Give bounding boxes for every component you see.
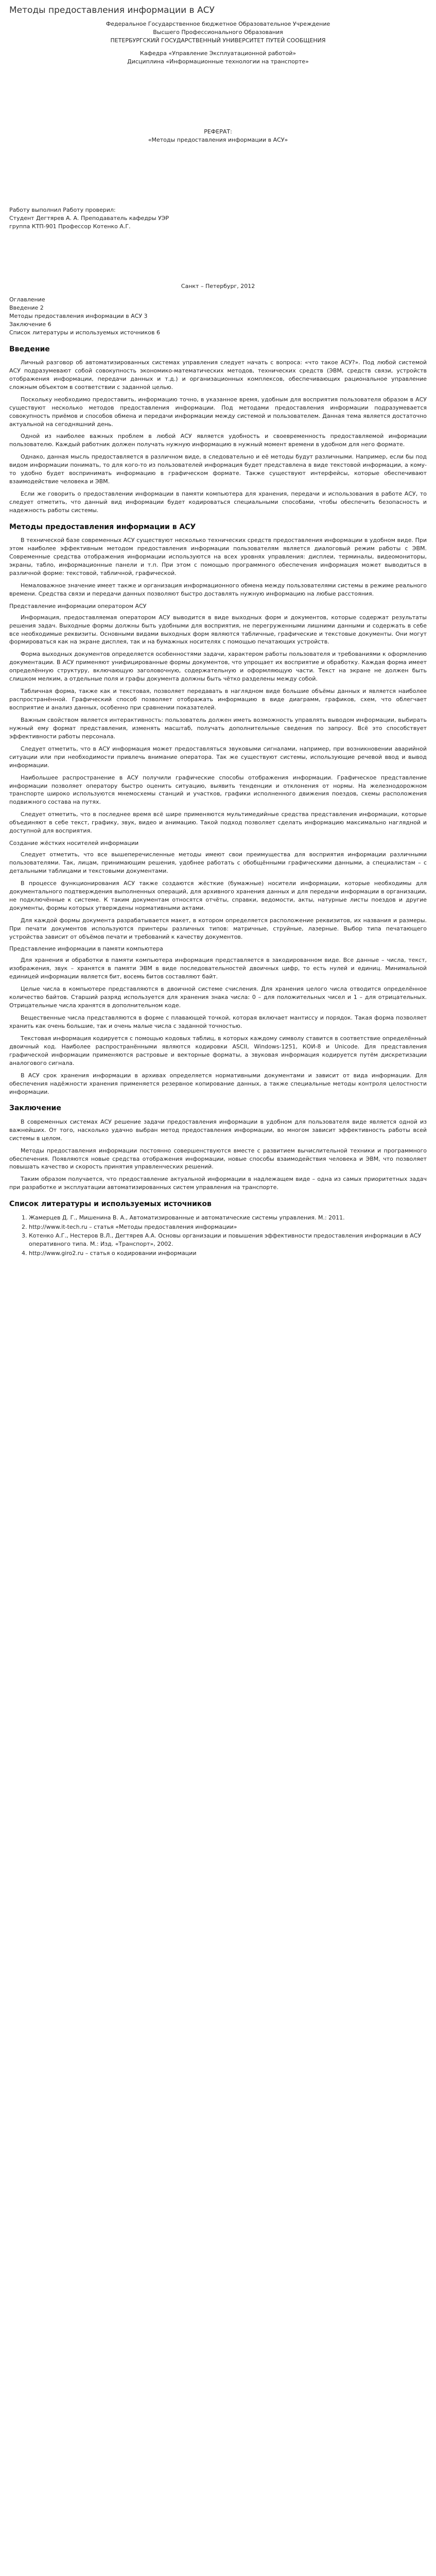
main-paragraph: В технической базе современных АСУ существуют несколько технических средств предоставления информации в удобном виде. При этом наиболее эффективным методом предоставления информации пользователям является диалоговый режим работы с ЭВМ. Современные средства отображения информации используются на всех уровнях управления: дисплеи, терминалы, видеомониторы, экраны, табло, информационные панели и т.п. При этом с помощью программного обеспечения информация может выводиться в различной форме: текстовой, табличной, графической. [9,537,427,577]
main-paragraph: Табличная форма, также как и текстовая, позволяет передавать в наглядном виде большие объёмы данных и является наиболее распространённой. Графический способ позволяет отображать информацию в виде диаграмм, графиков, схем, что облегчает восприятие и анализ данных, особенно при сравнении показателей. [9,688,427,711]
main-paragraph: Важным свойством является интерактивность: пользователь должен иметь возможность управлять выводом информации, выбирать нужный ему формат представления, изменять масштаб, получать дополнительные сведения по запросу. Всё это способствует эффективности работы персонала. [9,716,427,740]
intro-paragraph: Личный разговор об автоматизированных системах управления следует начать с вопроса: «что такое АСУ?». Под любой системой АСУ подразумевают собой совокупность экономико-математических методов, технических средств (ЭВМ, средств связи, устройств отображения информации, передачи данных и т.д.) и организационных комплексов, обеспечивающих рациональное управление сложным объектом в соответствии с заданной целью. [9,359,427,391]
main-paragraph: Вещественные числа представляются в форме с плавающей точкой, которая включает мантиссу и порядок. Такая форма позволяет хранить как очень большие, так и очень малые числа с заданной точностью. [9,1014,427,1029]
intro-paragraph: Если же говорить о предоставлении информации в памяти компьютера для хранения, передачи и использования в работе АСУ, то следует отметить, что данный вид информации будет кодироваться специальными способами, чтобы обеспечить безопасность и надежность работы системы. [9,490,427,514]
org-line: Кафедра «Управление Эксплуатационной работой» [139,50,297,57]
reference-item: 1. Жамерцев Д. Г., Мишенина В. А., Автоматизированные и автоматические системы управления. М.: 2011. [29,1214,427,1222]
main-paragraph: Немаловажное значение имеет также и организация информационного обмена между пользователями системы в режиме реального времени. Средства связи и передачи данных позволяют быстро доставлять нужную информацию на любые расстояния. [9,582,427,597]
toc-item[interactable]: Список литературы и используемых источников 6 [9,329,161,336]
subsection-title: Представление информации оператором АСУ [9,602,147,609]
intro-paragraph: Однако, данная мысль предоставляется в различном виде, в следовательно и её методы будут различными. Например, если бы под видом информации понимать, то для кого-то из пользователей информация будет представлена в виде текстовой информации, а кому-то удобно будет воспринимать информацию в графическом формате. Также существуют интерфейсы, которые обеспечивают взаимодействие человека и ЭВМ. [9,453,427,485]
intro-section [9,359,427,515]
main-heading: Методы предоставления информации в АСУ [9,522,196,531]
references-heading: Список литературы и используемых источников [9,1200,212,1209]
main-paragraph: Следует отметить, что в АСУ информация может предоставляться звуковыми сигналами, например, при возникновении аварийной ситуации или при необходимости привлечь внимание оператора. Так же существуют системы, использующие речевой ввод и вывод информации. [9,745,427,769]
toc-item[interactable]: Методы предоставления информации в АСУ 3 [9,312,148,319]
title-page [9,20,427,66]
org-line: Высшего Профессионального Образования [153,28,283,36]
conclusion-section [9,1118,427,1192]
doc-type: РЕФЕРАТ: [204,128,232,135]
org-line: ПЕТЕРБУРГСКИЙ ГОСУДАРСТВЕННЫЙ УНИВЕРСИТЕТ ПУТЕЙ СООБЩЕНИЯ [110,37,326,44]
subsection-title: Представление информации в памяти компьютера [9,945,163,953]
signature-line: группа КТП-901 Профессор Котенко А.Г. [9,223,131,230]
reference-item: 3. Котенко А.Г., Нестеров В.Л., Дегтярев А.А. Основы организации и повышения эффективности предоставления информации в АСУ оперативного типа. М.: Изд. «Транспорт», 2002. [29,1232,427,1248]
title-block [9,128,427,144]
main-paragraph: Текстовая информация кодируется с помощью кодовых таблиц, в которых каждому символу ставится в соответствие определённый двоичный код. Наиболее распространёнными являются кодировки ASCII, Windows-1251, КОИ-8 и Unicode. Для представления графической информации применяются растровые и векторные форматы, а звуковая информация кодируется путём дискретизации аналогового сигнала. [9,1035,427,1066]
main-paragraph: Форма выходных документов определяется особенностями задачи, характером работы пользователя и требованиями к оформлению документации. В АСУ применяют унифицированные формы документов, что упрощает их восприятие и обработку. Каждая форма имеет определённую структуру, включающую заголовочную, содержательную и оформляющую части. Текст на экране не должен быть слишком мелким, а отдельные поля и графы документа должны быть чётко разделены между собой. [9,651,427,683]
document-page [0,0,436,1258]
signature-block [9,206,427,231]
conclusion-paragraph: Таким образом получается, что предоставление актуальной информации в надлежащем виде – одна из самых приоритетных задач при разработке и эксплуатации автоматизированных систем управления на транспорте. [9,1176,427,1191]
org-line [9,44,427,49]
subsection-title: Создание жёстких носителей информации [9,840,139,847]
signature-line: Студент Дегтярев А. А. Преподаватель кафедры УЭР [9,215,169,222]
toc-item[interactable]: Заключение 6 [9,320,51,328]
org-line: Федеральное Государственное бюджетное Образовательное Учреждение [106,20,330,27]
signature-line: Работу выполнил Работу проверил: [9,207,116,214]
table-of-contents [9,296,427,337]
references-list [29,1214,427,1258]
toc-heading: Оглавление [9,296,45,303]
city-year: Санкт – Петербург, 2012 [181,283,255,290]
conclusion-paragraph: Методы предоставления информации постоянно совершенствуются вместе с развитием вычислительной техники и программного обеспечения. Появляются новые средства отображения информации, новые способы взаимодействия человека и ЭВМ, что позволяет повышать качество и скорость принятия управленческих решений. [9,1147,427,1171]
main-paragraph: Целые числа в компьютере представляются в двоичной системе счисления. Для хранения целого числа отводится определённое количество байтов. Старший разряд используется для хранения знака числа: 0 – для положительных чисел и 1 – для отрицательных. Отрицательные числа хранятся в дополнительном коде. [9,986,427,1009]
intro-paragraph: Поскольку необходимо предоставить, информацию точно, в указанное время, удобным для восприятия пользователя образом в АСУ существуют несколько методов предоставления информации. Под методами предоставления информации подразумевается совокупность приёмов и способов обмена и передачи информации между системой и пользователем. Данная тема является достаточно актуальной на сегодняшний день. [9,396,427,428]
doc-title: «Методы предоставления информации в АСУ» [148,137,288,144]
main-paragraph: Наибольшее распространение в АСУ получили графические способы отображения информации. Графическое представление информации позволяет оператору быстро оценить ситуацию, выявить тенденции и отклонения от нормы. На железнодорожном транспорте широко используются мнемосхемы станций и участков, графики исполненного движения поездов, схемы расположения подвижного состава на путях. [9,774,427,806]
page-title: Методы предоставления информации в АСУ [9,5,215,15]
toc-item[interactable]: Введение 2 [9,304,44,311]
main-section [9,536,427,1096]
main-paragraph: В процессе функционирования АСУ также создаются жёсткие (бумажные) носители информации, которые необходимы для документального подтверждения выполненных операций, для архивного хранения данных и для передачи информации в организации, не подключённые к системе. К таким документам относятся отчёты, справки, ведомости, акты, натурные листы поездов и другие документы, формы которых утверждены нормативными актами. [9,879,427,911]
reference-item[interactable]: 4. http://www.giro2.ru – статья о кодировании информации [29,1249,427,1258]
main-paragraph: Следует отметить, что все вышеперечисленные методы имеют свои преимущества для восприятия информации различными пользователями. Так, лицам, принимающим решения, удобнее работать с обобщёнными графическими данными, а специалистам – с детальными таблицами и текстовыми документами. [9,851,427,874]
conclusion-paragraph: В современных системах АСУ решение задачи предоставления информации в удобном для пользователя виде является одной из важнейших. От того, насколько удачно выбран метод предоставления информации, во многом зависит эффективность работы всей системы в целом. [9,1118,427,1142]
intro-paragraph: Одной из наиболее важных проблем в любой АСУ является удобность и своевременность предоставляемой информации пользователю. Каждый работник должен получать нужную информацию в нужный момент времени в удобном для него формате. [9,433,427,448]
org-line: Дисциплина «Информационные технологии на транспорте» [127,58,309,65]
intro-heading: Введение [9,345,50,353]
main-paragraph: Информация, предоставляемая оператором АСУ выводится в виде выходных форм и документов, которые содержат результаты решения задач. Выходные формы должны быть удобными для восприятия, не перегруженными лишними данными и содержать в себе все необходимые реквизиты. Основными видами выходных форм являются табличные, графические и текстовые документы. Они могут формироваться как на экране дисплея, так и на бумажных носителях с помощью печатающих устройств. [9,614,427,646]
main-paragraph: Для каждой формы документа разрабатывается макет, в котором определяется расположение реквизитов, их названия и размеры. При печати документов используются принтеры различных типов: матричные, струйные, лазерные. Выбор типа печатающего устройства зависит от объёмов печати и требований к качеству документов. [9,917,427,940]
main-paragraph: Следует отметить, что в последнее время всё шире применяются мультимедийные средства представления информации, которые объединяют в себе текст, графику, звук, видео и анимацию. Такой подход позволяет сделать информацию максимально наглядной и доступной для восприятия. [9,811,427,835]
main-paragraph: В АСУ срок хранения информации в архивах определяется нормативными документами и зависит от вида информации. Для обеспечения надёжности хранения применяется резервное копирование данных, а также специальные методы контроля целостности информации. [9,1072,427,1095]
main-paragraph: Для хранения и обработки в памяти компьютера информация представляется в закодированном виде. Все данные – числа, текст, изображения, звук – хранятся в памяти ЭВМ в виде последовательностей двоичных цифр, то есть нулей и единиц. Минимальной единицей информации является бит, восемь битов составляют байт. [9,957,427,980]
conclusion-heading: Заключение [9,1104,61,1113]
reference-item[interactable]: 2. http://www.it-tech.ru – статья «Методы предоставления информации» [29,1223,427,1231]
